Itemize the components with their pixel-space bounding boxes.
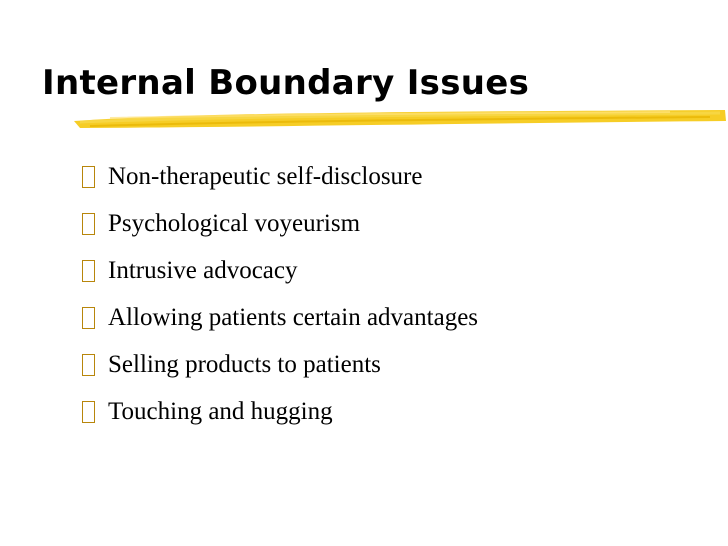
bullet-text: Allowing patients certain advantages <box>108 304 479 331</box>
bullet-text: Intrusive advocacy <box>108 257 298 284</box>
square-bullet-icon <box>82 401 95 423</box>
title-underline-brushstroke <box>70 104 728 132</box>
square-bullet-icon <box>82 307 95 329</box>
square-bullet-icon <box>82 213 95 235</box>
slide-title: Internal Boundary Issues <box>42 63 530 103</box>
square-bullet-icon <box>82 260 95 282</box>
bullet-text: Psychological voyeurism <box>108 210 361 237</box>
bullet-text: Touching and hugging <box>108 398 333 425</box>
bullet-text: Non-therapeutic self-disclosure <box>108 163 423 190</box>
bullet-text: Selling products to patients <box>108 351 381 378</box>
square-bullet-icon <box>82 354 95 376</box>
square-bullet-icon <box>82 166 95 188</box>
